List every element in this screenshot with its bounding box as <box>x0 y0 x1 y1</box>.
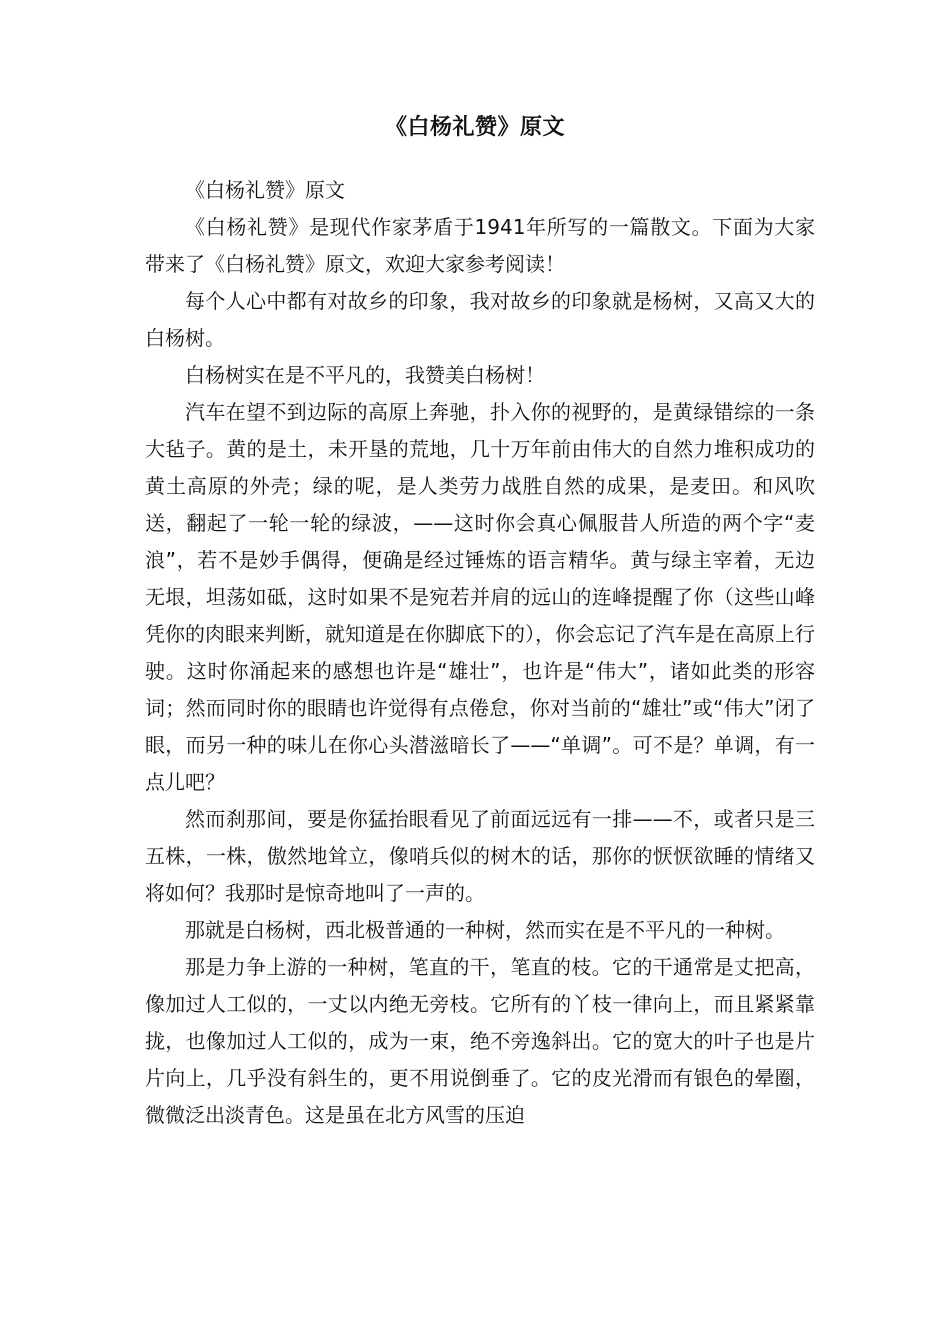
paragraph-praise: 白杨树实在是不平凡的，我赞美白杨树！ <box>185 363 545 387</box>
paragraph-tree-description: 那是力争上游的一种树，笔直的干，笔直的枝。它的干通常是丈把高，像加过人工似的，一丈以内绝无旁枝。它所有的丫枝一律向上，而且紧紧靠拢，也像加过人工似的，成为一束，绝不旁逸斜出。它的宽大的叶子也是片片向上，几乎没有斜生的，更不用说倒垂了。它的皮光滑而有银色的晕圈，微微泛出淡青色。这是虽在北方风雪的压迫 <box>145 955 815 1127</box>
paragraph-heading: 《白杨礼赞》原文 <box>185 178 345 202</box>
paragraph-sudden-view: 然而刹那间，要是你猛抬眼看见了前面远远有一排——不，或者只是三五株，一株，傲然地耸立，像哨兵似的树木的话，那你的恹恹欲睡的情绪又将如何？我那时是惊奇地叫了一声的。 <box>145 807 815 905</box>
paragraph-hometown: 每个人心中都有对故乡的印象，我对故乡的印象就是杨树，又高又大的白杨树。 <box>145 289 815 350</box>
paragraph-plateau: 汽车在望不到边际的高原上奔驰，扑入你的视野的，是黄绿错综的一条大毡子。黄的是土，未开垦的荒地，几十万年前由伟大的自然力堆积成功的黄土高原的外壳；绿的呢，是人类劳力战胜自然的成果，是麦田。和风吹送，翻起了一轮一轮的绿波，——这时你会真心佩服昔人所造的两个字“麦浪”，若不是妙手偶得，便确是经过锤炼的语言精华。黄与绿主宰着，无边无垠，坦荡如砥，这时如果不是宛若并肩的远山的连峰提醒了你（这些山峰凭你的肉眼来判断，就知道是在你脚底下的），你会忘记了汽车是在高原上行驶。这时你涌起来的感想也许是“雄壮”，也许是“伟大”，诸如此类的形容词；然而同时你的眼睛也许觉得有点倦怠，你对当前的“雄壮”或“伟大”闭了眼，而另一种的味儿在你心头潜滋暗长了——“单调”。可不是？单调，有一点儿吧？ <box>145 400 815 794</box>
paragraph-poplar: 那就是白杨树，西北极普通的一种树，然而实在是不平凡的一种树。 <box>185 918 785 942</box>
document-body <box>145 172 815 1134</box>
document-title: 《白杨礼赞》原文 <box>384 115 565 140</box>
paragraph-intro: 《白杨礼赞》是现代作家茅盾于1941年所写的一篇散文。下面为大家带来了《白杨礼赞》原文，欢迎大家参考阅读！ <box>145 215 815 276</box>
